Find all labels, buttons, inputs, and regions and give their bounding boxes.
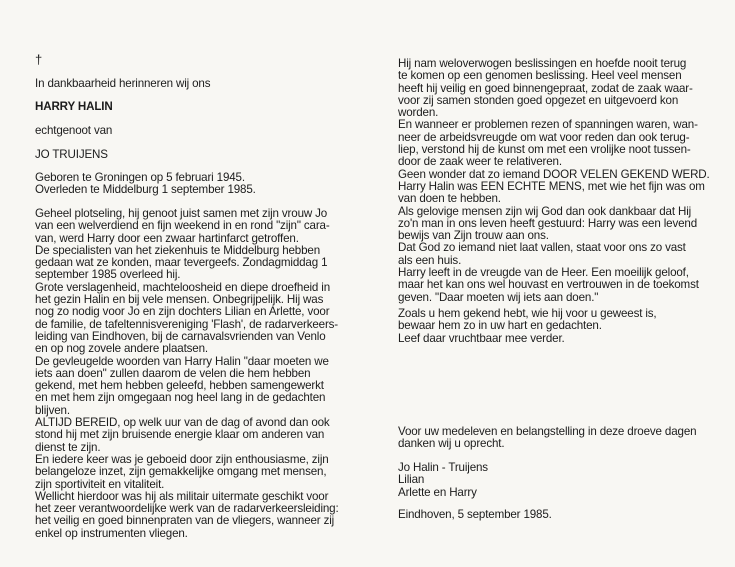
text-line: ALTIJD BEREID, op welk uur van de dag of avond dan ook [35, 416, 330, 430]
thanks-text [398, 426, 710, 451]
family-line: Arlette en Harry [398, 485, 477, 499]
text-line: En iedere keer was je geboeid door zijn enthousiasme, zijn [35, 452, 329, 466]
text-line: De gevleugelde woorden van Harry Halin "daar moeten we [35, 354, 329, 368]
verse-line: Leef daar vruchtbaar mee verder. [398, 331, 565, 345]
text-line: Grote verslagenheid, machteloosheid en diepe droefheid in [35, 280, 331, 294]
place-date: Eindhoven, 5 september 1985. [398, 508, 552, 521]
text-line: september 1985 overleed hij. [35, 268, 181, 282]
text-line: Dat God zo iemand niet laat vallen, staat voor ons zo vast [398, 241, 686, 255]
text-line: te komen op een genomen beslissing. Heel veel mensen [398, 69, 682, 83]
family-signatures [398, 462, 710, 499]
text-line: blijven. [35, 403, 70, 417]
birth-line: Geboren te Groningen op 5 februari 1945. [35, 171, 245, 184]
text-line: neer de arbeidsvreugde om wat voor reden dan ook terug- [398, 130, 690, 144]
text-line: worden. [398, 106, 439, 120]
text-line: heeft hij veilig en goed binnengepraat, zodat de zaak waar- [398, 81, 693, 95]
text-line: van doen te hebben. [398, 192, 501, 206]
text-line: nog zo nodig voor Jo en zijn dochters Lilian en Arlette, voor [35, 305, 330, 319]
text-line: het gezin Halin en bij vele mensen. Onbegrijpelijk. Hij was [35, 293, 324, 307]
text-line: Hij nam weloverwogen beslissingen en hoefde nooit terug [398, 57, 687, 70]
thanks-line: danken wij u oprecht. [398, 437, 505, 451]
text-line: zijn sportiviteit en vitaliteit. [35, 477, 165, 491]
family-line: Jo Halin - Truijens [398, 461, 488, 474]
verse-text [398, 308, 710, 345]
family-line: Lilian [398, 473, 425, 487]
text-line: van, werd Harry door een zwaar hartinfarct getroffen. [35, 231, 299, 245]
text-line: maar het kan ons wel houvast en vertrouwen in de toekomst [398, 278, 699, 292]
right-body-text [398, 58, 710, 304]
cross-symbol: † [35, 52, 43, 67]
deceased-name: HARRY HALIN [35, 100, 113, 113]
text-line: voor zij samen stonden goed opgezet en uitgevoerd kon [398, 93, 679, 107]
text-line: leiding van Eindhoven, bij de carnavalsvrienden van Venlo [35, 329, 326, 343]
text-line: Geen wonder dat zo iemand DOOR VELEN GEKEND WERD. [398, 167, 710, 181]
verse-line: Zoals u hem gekend hebt, wie hij voor u geweest is, [398, 307, 657, 320]
text-line: liep, verstond hij de kunst om met een vrolijke noot tussen- [398, 143, 691, 157]
text-line: enkel op instrumenten vliegen. [35, 526, 188, 540]
text-line: En wanneer er problemen rezen of spanningen waren, wan- [398, 118, 698, 132]
text-line: Wellicht hierdoor was hij als militair uitermate geschikt voor [35, 489, 329, 503]
text-line: geven. "Daar moeten wij iets aan doen." [398, 290, 599, 304]
intro-line: In dankbaarheid herinneren wij ons [35, 77, 211, 90]
text-line: het veilig en goed binnenpraten van de vliegers, wanneer zij [35, 514, 335, 528]
text-line: dienst te zijn. [35, 440, 101, 454]
text-line: bewijs van Zijn trouw aan ons. [398, 229, 549, 243]
text-line: en op nog zovele andere plaatsen. [35, 342, 208, 356]
text-line: en met hem zijn omgegaan nog heel lang in de gedachten [35, 391, 326, 405]
text-line: De specialisten van het ziekenhuis te Middelburg hebben [35, 243, 321, 257]
text-line: Harry leeft in de vreugde van de Heer. Een moeilijk geloof, [398, 266, 689, 280]
spouse-name: JO TRUIJENS [35, 148, 108, 161]
text-line: zo'n man in ons leven heeft gestuurd: Harry was een levend [398, 216, 697, 230]
text-line: de familie, de tafeltennisvereniging 'Flash', de radarverkeers- [35, 317, 339, 331]
relation-line: echtgenoot van [35, 124, 113, 137]
thanks-line: Voor uw medeleven en belangstelling in deze droeve dagen [398, 425, 697, 438]
text-line: als een huis. [398, 253, 462, 267]
text-line: stond hij met zijn bruisende energie klaar om anderen van [35, 428, 325, 442]
text-line: Als gelovige mensen zijn wij God dan ook dankbaar dat Hij [398, 204, 692, 218]
text-line: van een welverdiend en fijn weekend in en rond "zijn" cara- [35, 219, 330, 233]
text-line: iets aan doen" zullen daarom de velen die hem hebben [35, 366, 311, 380]
text-line: het zeer verantwoordelijke werk van de radarverkeersleiding: [35, 502, 339, 516]
text-line: gedaan wat ze konden, maar tevergeefs. Zondagmiddag 1 [35, 256, 328, 270]
text-line: Geheel plotseling, hij genoot juist samen met zijn vrouw Jo [35, 207, 328, 220]
text-line: belangeloze inzet, zijn gemakkelijke omgang met mensen, [35, 465, 327, 479]
verse-line: bewaar hem zo in uw hart en gedachten. [398, 319, 602, 333]
text-line: gekend, met hem hebben geleefd, hebben samengewerkt [35, 379, 324, 393]
left-body-text [35, 208, 357, 540]
death-line: Overleden te Middelburg 1 september 1985. [35, 183, 256, 196]
text-line: door de zaak weer te relativeren. [398, 155, 562, 169]
text-line: Harry Halin was EEN ECHTE MENS, met wie het fijn was om [398, 179, 705, 193]
